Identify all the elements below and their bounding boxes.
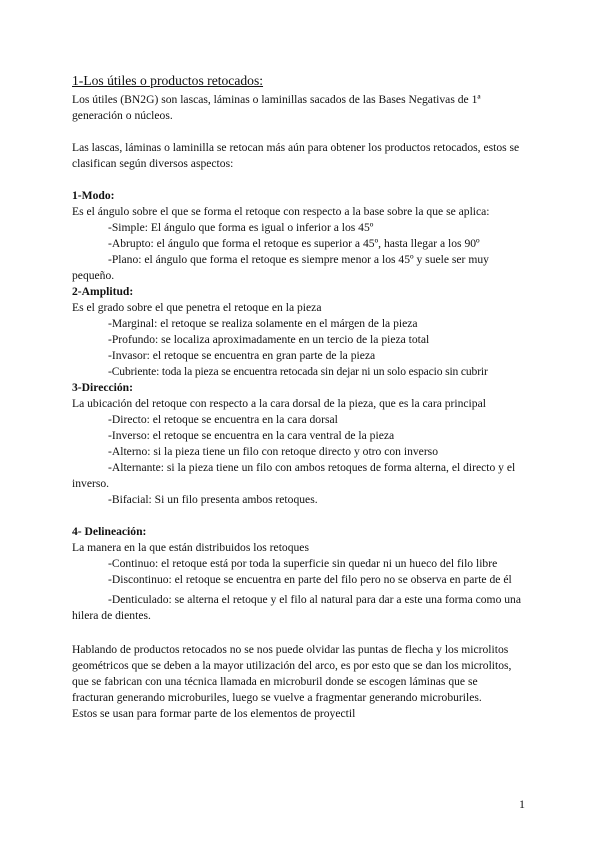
spacer (72, 624, 522, 642)
spacer (72, 508, 522, 524)
list-item: -Abrupto: el ángulo que forma el retoque es superior a 45º, hasta llegar a los 90º (108, 237, 480, 250)
section-description-delineacion: La manera en la que están distribuidos los retoques (72, 541, 309, 554)
list-item-wrap: -Denticulado: se alterna el retoque y el filo al natural para dar a este una forma como una hilera de dientes. (72, 593, 522, 622)
spacer (72, 172, 522, 188)
list-item: -Continuo: el retoque está por toda la superficie sin quedar ni un hueco del filo libre (108, 557, 498, 570)
list-item-wrap: -Plano: el ángulo que forma el retoque es siempre menor a los 45º y suele ser muy pequeño. (72, 253, 489, 282)
section-heading-delineacion: 4- Delineación: (72, 525, 147, 538)
intro-paragraph-2: Las lascas, láminas o laminilla se retocan más aún para obtener los productos retocados, estos se clasifican según diversos aspectos: (72, 141, 520, 170)
section-description-modo: Es el ángulo sobre el que se forma el retoque con respecto a la base sobre la que se aplica: (72, 205, 490, 218)
list-item: -Alterno: si la pieza tiene un filo con retoque directo y otro con inverso (108, 445, 438, 458)
list-item-wrap: -Discontinuo: el retoque se encuentra en parte del filo pero no se observa en parte de él (108, 573, 512, 586)
list-item: -Profundo: se localiza aproximadamente en un tercio de la pieza total (108, 333, 430, 346)
list-item: -Marginal: el retoque se realiza solamente en el márgen de la pieza (108, 317, 418, 330)
list-item: -Invasor: el retoque se encuentra en gran parte de la pieza (108, 349, 376, 362)
list-item: -Simple: El ángulo que forma es igual o inferior a los 45º (108, 221, 374, 234)
list-item: -Inverso: el retoque se encuentra en la cara ventral de la pieza (108, 429, 395, 442)
intro-paragraph-1: Los útiles (BN2G) son lascas, láminas o laminillas sacados de las Bases Negativas de 1ª generación o núcleos. (72, 93, 481, 122)
section-heading-direccion: 3-Dirección: (72, 381, 133, 394)
section-heading-amplitud: 2-Amplitud: (72, 285, 134, 298)
section-heading-modo: 1-Modo: (72, 189, 115, 202)
list-item: -Directo: el retoque se encuentra en la cara dorsal (108, 413, 338, 426)
list-item: -Bifacial: Si un filo presenta ambos retoques. (108, 493, 318, 506)
spacer (72, 124, 522, 140)
section-description-amplitud: Es el grado sobre el que penetra el retoque en la pieza (72, 301, 322, 314)
list-item: -Cubriente: toda la pieza se encuentra retocada sin dejar ni un solo espacio sin cubrir (108, 365, 488, 378)
page-number: 1 (519, 797, 525, 811)
document-page (72, 72, 522, 722)
list-item-wrap: -Alternante: si la pieza tiene un filo con ambos retoques de forma alterna, el directo y el inverso. (72, 461, 516, 490)
document-title: 1-Los útiles o productos retocados: (72, 73, 264, 88)
closing-paragraph-2: Estos se usan para formar parte de los elementos de proyectil (72, 707, 356, 720)
section-description-direccion: La ubicación del retoque con respecto a la cara dorsal de la pieza, que es la cara principal (72, 397, 486, 410)
closing-paragraph-1: Hablando de productos retocados no se nos puede olvidar las puntas de flecha y los microlitos geométricos que se deben a la mayor utilización del arco, es por esto que se dan los microlitos, que se fabrican con una técnica llamada en microburil donde se escogen láminas que se fracturan generando microburiles, luego se vuelve a fragmentar generando microburiles. (72, 643, 512, 704)
